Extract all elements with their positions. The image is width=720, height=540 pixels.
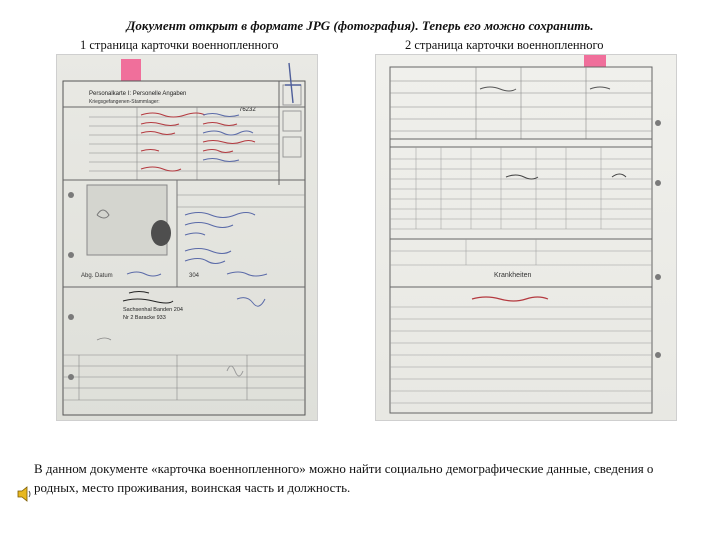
page-heading: Документ открыт в формате JPG (фотография). Теперь его можно сохранить. <box>126 18 594 33</box>
pow-card-page-2 <box>376 55 676 420</box>
caption-page-1: 1 страница карточки военнопленного <box>80 38 279 52</box>
stamp-number: 304 <box>189 273 200 279</box>
section-title-krankheiten: Krankheiten <box>494 272 532 279</box>
card-description: В данном документе «карточка военнопленного» можно найти социально демографические данные, сведения о родных, место проживания, воинская часть и должность. <box>34 461 654 495</box>
caption-page-2: 2 страница карточки военнопленного <box>405 38 604 52</box>
fingerprint-mark <box>151 220 171 246</box>
speaker-icon[interactable] <box>16 485 34 508</box>
stamp-line-2: Nr 2 Baracke 933 <box>123 315 166 321</box>
card-number: 76232 <box>239 107 256 113</box>
pow-card-page-1 <box>57 55 317 420</box>
form-subtitle: Kriegsgefangenen-Stammlager: <box>89 99 160 105</box>
pink-tab <box>584 55 606 67</box>
form-title: Personalkarte I: Personelle Angaben <box>89 91 187 97</box>
abg-datum-label: Abg. Datum <box>81 273 113 279</box>
stamp-line-1: Sachsenhal Banden 204 <box>123 307 183 313</box>
pink-tab <box>121 59 141 81</box>
